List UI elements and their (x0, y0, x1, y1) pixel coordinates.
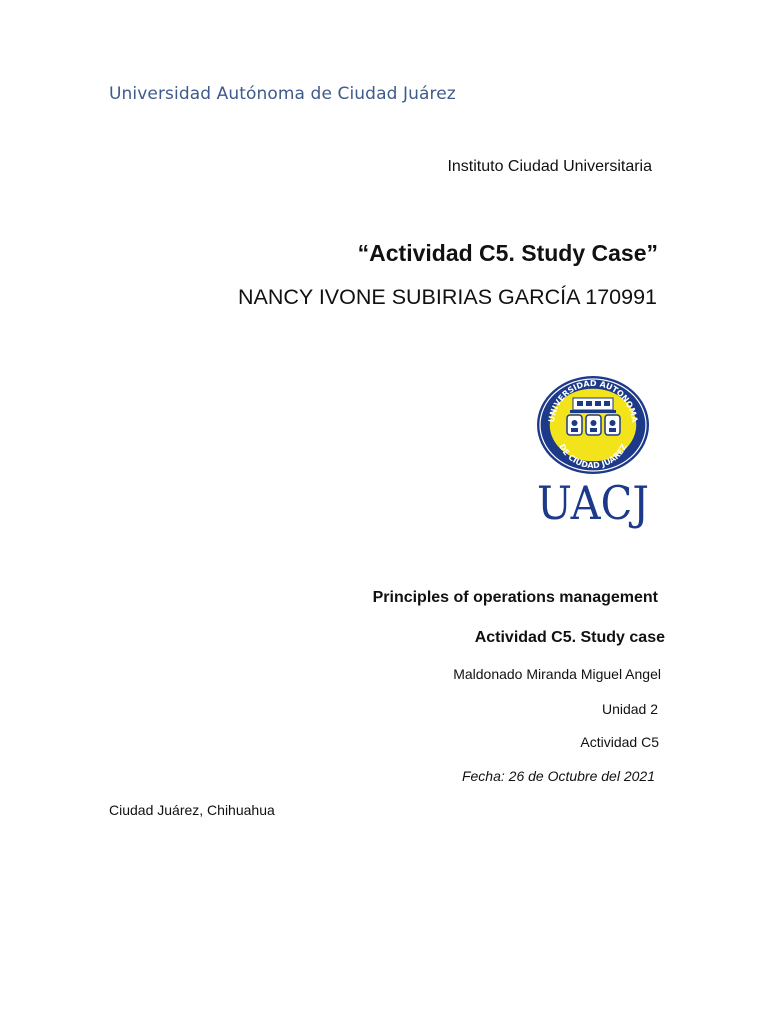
seal-text-bottom: DE CIUDAD JUAREZ (557, 442, 629, 471)
unit-label: Unidad 2 (601, 701, 658, 717)
author-name: NANCY IVONE SUBIRIAS GARCÍA 170991 (237, 285, 657, 309)
activity-code: Actividad C5 (580, 734, 659, 750)
document-title: “Actividad C5. Study Case” (357, 240, 658, 266)
date-line: Fecha: 26 de Octubre del 2021 (461, 768, 655, 784)
course-name: Principles of operations management (372, 589, 658, 606)
institute-name: Instituto Ciudad Universitaria (447, 158, 652, 175)
activity-title: Actividad C5. Study case (474, 629, 665, 646)
teacher-name: Maldonado Miranda Miguel Angel (453, 666, 661, 682)
seal-text-top: UNIVERSIDAD AUTONOMA (547, 378, 639, 423)
uacj-wordmark-logo (535, 475, 651, 531)
wordmark-text: UACJ (537, 476, 649, 530)
uacj-seal-logo (536, 375, 650, 475)
university-header: Universidad Autónoma de Ciudad Juárez (109, 84, 456, 104)
city-location: Ciudad Juárez, Chihuahua (109, 802, 275, 818)
